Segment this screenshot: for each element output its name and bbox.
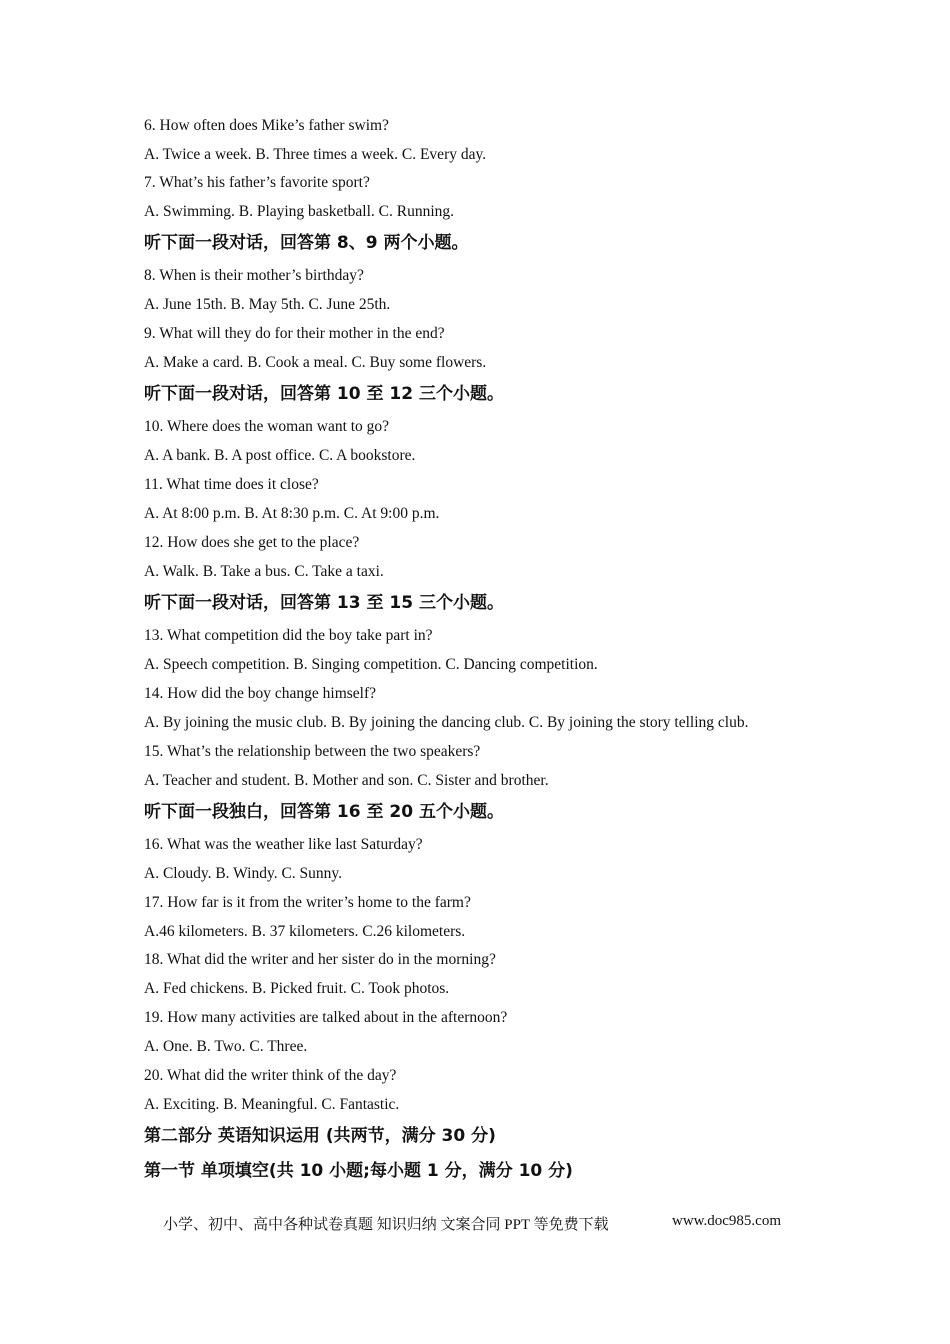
question-17: 17. How far is it from the writer’s home to the farm? <box>144 894 471 911</box>
options-11: A. At 8:00 p.m. B. At 8:30 p.m. C. At 9:00 p.m. <box>144 505 440 522</box>
question-6: 6. How often does Mike’s father swim? <box>144 117 389 134</box>
footer-note: 小学、初中、高中各种试卷真题 知识归纳 文案合同 PPT 等免费下载 <box>163 1217 609 1233</box>
options-15: A. Teacher and student. B. Mother and son. C. Sister and brother. <box>144 772 549 789</box>
options-19: A. One. B. Two. C. Three. <box>144 1038 308 1055</box>
options-13: A. Speech competition. B. Singing competition. C. Dancing competition. <box>144 656 598 673</box>
section-heading-13-15: 听下面一段对话，回答第 13 至 15 三个小题。 <box>144 593 504 613</box>
question-18: 18. What did the writer and her sister do in the morning? <box>144 951 496 968</box>
footer-url: www.doc985.com <box>672 1213 782 1229</box>
section-heading-8-9: 听下面一段对话，回答第 8、9 两个小题。 <box>144 233 469 253</box>
question-10: 10. Where does the woman want to go? <box>144 418 390 435</box>
options-14: A. By joining the music club. B. By joining the dancing club. C. By joining the story telling club. <box>144 714 749 731</box>
options-10: A. A bank. B. A post office. C. A bookstore. <box>144 447 416 464</box>
options-20: A. Exciting. B. Meaningful. C. Fantastic. <box>144 1096 400 1113</box>
options-9: A. Make a card. B. Cook a meal. C. Buy some flowers. <box>144 354 487 371</box>
question-14: 14. How did the boy change himself? <box>144 685 377 702</box>
question-11: 11. What time does it close? <box>144 476 319 493</box>
question-15: 15. What’s the relationship between the two speakers? <box>144 743 481 760</box>
options-12: A. Walk. B. Take a bus. C. Take a taxi. <box>144 563 384 580</box>
options-6: A. Twice a week. B. Three times a week. C. Every day. <box>144 146 487 163</box>
question-20: 20. What did the writer think of the day? <box>144 1067 397 1084</box>
options-7: A. Swimming. B. Playing basketball. C. Running. <box>144 203 455 220</box>
section-heading-16-20: 听下面一段独白，回答第 16 至 20 五个小题。 <box>144 802 504 822</box>
options-16: A. Cloudy. B. Windy. C. Sunny. <box>144 865 343 882</box>
question-8: 8. When is their mother’s birthday? <box>144 267 364 284</box>
part-two-heading: 第二部分 英语知识运用 (共两节，满分 30 分) <box>144 1126 496 1146</box>
question-13: 13. What competition did the boy take part in? <box>144 627 433 644</box>
question-16: 16. What was the weather like last Saturday? <box>144 836 423 853</box>
question-9: 9. What will they do for their mother in the end? <box>144 325 445 342</box>
section-heading-10-12: 听下面一段对话，回答第 10 至 12 三个小题。 <box>144 384 504 404</box>
options-17: A.46 kilometers. B. 37 kilometers. C.26 kilometers. <box>144 923 466 940</box>
section-one-heading: 第一节 单项填空(共 10 小题;每小题 1 分，满分 10 分) <box>144 1161 573 1181</box>
question-12: 12. How does she get to the place? <box>144 534 360 551</box>
options-18: A. Fed chickens. B. Picked fruit. C. Took photos. <box>144 980 450 997</box>
options-8: A. June 15th. B. May 5th. C. June 25th. <box>144 296 391 313</box>
question-19: 19. How many activities are talked about in the afternoon? <box>144 1009 508 1026</box>
question-7: 7. What’s his father’s favorite sport? <box>144 174 370 191</box>
